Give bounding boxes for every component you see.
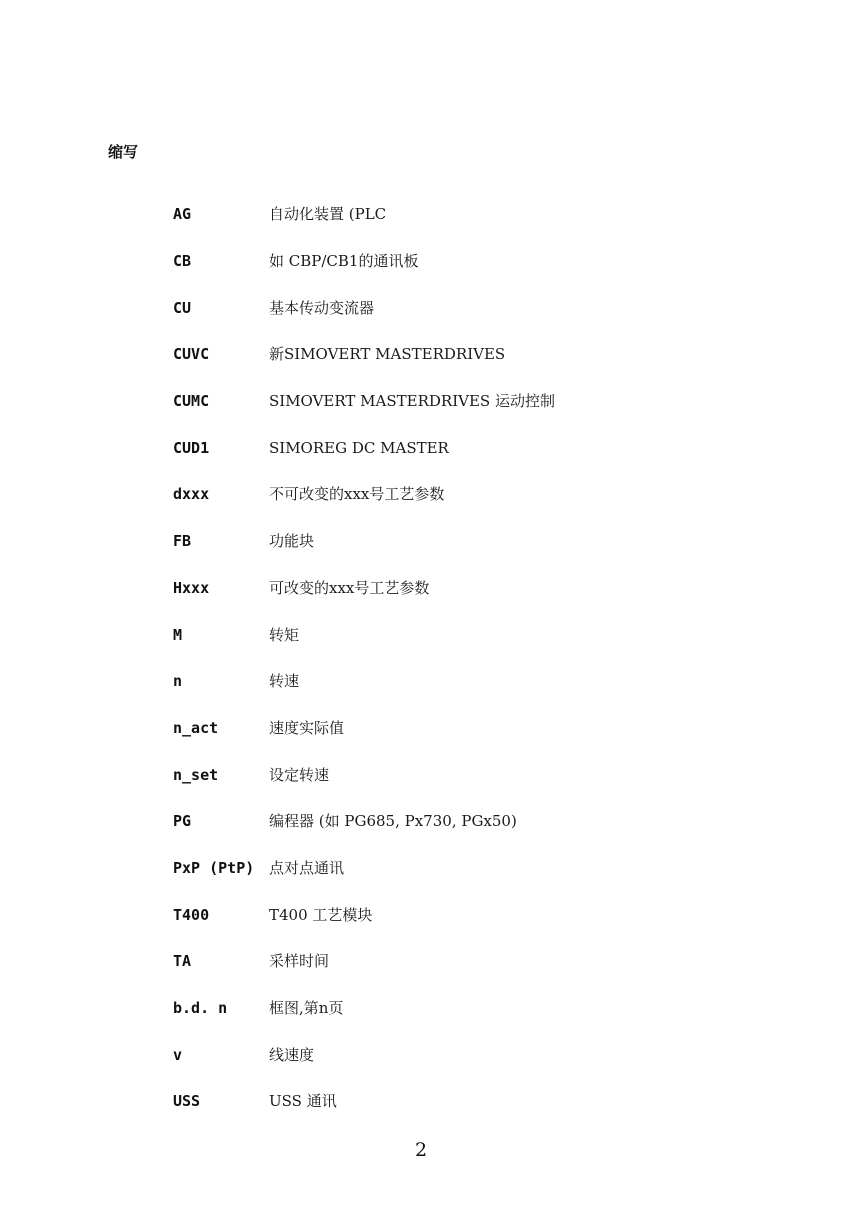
abbreviation-term: AG — [173, 205, 192, 224]
abbreviation-row — [173, 1031, 793, 1078]
abbreviation-row — [173, 471, 793, 518]
abbreviation-description: SIMOVERT MASTERDRIVES 运动控制 — [269, 392, 555, 411]
abbreviation-term: PxP (PtP) — [173, 858, 255, 877]
abbreviation-description: 自动化装置 (PLC — [269, 205, 387, 224]
abbreviation-row — [173, 938, 793, 985]
abbreviation-description: 如 CBP/CB1的通讯板 — [269, 252, 419, 271]
abbreviation-term: b.d. n — [173, 999, 228, 1018]
abbreviation-term: CUD1 — [173, 438, 210, 457]
abbreviation-row — [173, 331, 793, 378]
abbreviation-term: CB — [173, 252, 192, 271]
abbreviation-description: 不可改变的xxx号工艺参数 — [269, 485, 445, 504]
abbreviation-description: 速度实际值 — [269, 718, 345, 737]
abbreviation-term: USS — [173, 1092, 201, 1111]
abbreviation-description: 设定转速 — [269, 765, 330, 784]
abbreviation-description: 点对点通讯 — [269, 858, 345, 877]
abbreviation-row — [173, 1078, 793, 1125]
abbreviation-row — [173, 518, 793, 565]
abbreviation-term: n — [173, 672, 183, 691]
abbreviation-term: CU — [173, 298, 192, 317]
abbreviation-term: CUMC — [173, 392, 210, 411]
abbreviation-row — [173, 424, 793, 471]
abbreviation-description: SIMOREG DC MASTER — [269, 438, 449, 457]
abbreviation-row — [173, 191, 793, 238]
abbreviation-term: T400 — [173, 905, 210, 924]
abbreviation-row — [173, 565, 793, 612]
abbreviation-term: TA — [173, 952, 192, 971]
abbreviation-row — [173, 751, 793, 798]
abbreviation-row — [173, 985, 793, 1032]
abbreviation-description: 基本传动变流器 — [269, 298, 375, 317]
abbreviation-row — [173, 705, 793, 752]
abbreviation-description: 线速度 — [269, 1045, 315, 1064]
abbreviation-row — [173, 238, 793, 285]
abbreviation-term: v — [173, 1045, 183, 1064]
abbreviation-term: FB — [173, 532, 192, 551]
abbreviation-description: 功能块 — [269, 532, 315, 551]
abbreviation-row — [173, 891, 793, 938]
abbreviation-list — [173, 191, 793, 1125]
abbreviation-term: PG — [173, 812, 192, 831]
abbreviation-description: T400 工艺模块 — [269, 905, 373, 924]
abbreviation-description: 可改变的xxx号工艺参数 — [269, 578, 430, 597]
abbreviation-term: M — [173, 625, 183, 644]
abbreviation-row — [173, 658, 793, 705]
page-number: 2 — [414, 1139, 428, 1161]
abbreviation-description: USS 通讯 — [269, 1092, 337, 1111]
abbreviation-row — [173, 798, 793, 845]
abbreviation-term: dxxx — [173, 485, 210, 504]
abbreviation-description: 转速 — [269, 672, 300, 691]
abbreviation-row — [173, 611, 793, 658]
abbreviation-description: 新SIMOVERT MASTERDRIVES — [269, 345, 506, 364]
abbreviation-term: n_set — [173, 765, 219, 784]
abbreviation-description: 编程器 (如 PG685, Px730, PGx50) — [269, 812, 517, 831]
abbreviation-description: 框图,第n页 — [269, 999, 344, 1018]
abbreviation-row — [173, 284, 793, 331]
abbreviation-row — [173, 845, 793, 892]
abbreviation-row — [173, 378, 793, 425]
abbreviation-term: CUVC — [173, 345, 210, 364]
abbreviation-description: 采样时间 — [269, 952, 330, 971]
abbreviation-term: Hxxx — [173, 578, 210, 597]
abbreviation-term: n_act — [173, 718, 219, 737]
abbreviation-description: 转矩 — [269, 625, 300, 644]
section-title: 缩写 — [108, 143, 139, 161]
